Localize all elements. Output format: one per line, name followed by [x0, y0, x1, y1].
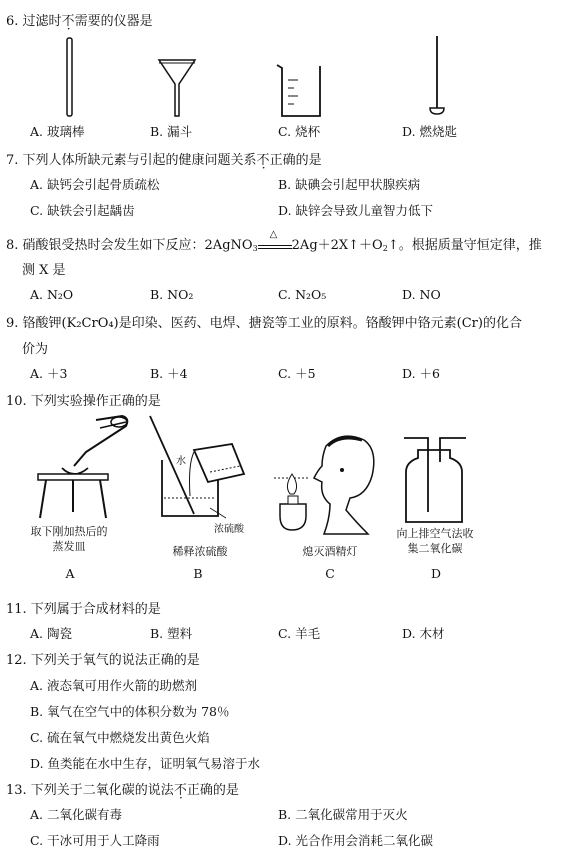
q10-option-c[interactable]: C — [325, 566, 335, 581]
q7-option-d[interactable]: D. 缺锌会导致儿童智力低下 — [278, 203, 434, 218]
evaporating-dish-tongs-illustration — [26, 412, 138, 522]
q6-option-b[interactable]: B. 漏斗 — [150, 124, 193, 139]
emphasis-dot: 不 — [173, 783, 187, 798]
q8-option-d[interactable]: D. NO — [402, 287, 441, 302]
reaction-condition: △ — [258, 238, 292, 249]
q13-option-a[interactable]: A. 二氧化碳有毒 — [30, 807, 122, 822]
beaker-illustration — [274, 62, 326, 120]
q10-caption-d: 向上排空气法收集二氧化碳 — [396, 527, 474, 555]
q11-option-d[interactable]: D. 木材 — [402, 626, 445, 641]
q6-option-c[interactable]: C. 烧杯 — [278, 124, 321, 139]
q12-stem: 12. 下列关于氧气的说法正确的是 — [6, 653, 200, 668]
q13-option-b[interactable]: B. 二氧化碳常用于灭火 — [278, 807, 408, 822]
q8-option-a[interactable]: A. N₂O — [30, 287, 74, 302]
q7-stem: 7. 下列人体所缺元素与引起的健康问题关系不正确的是 — [6, 153, 322, 168]
q10-caption-a: 取下刚加热后的蒸发皿 — [30, 525, 108, 553]
q8-option-b[interactable]: B. NO₂ — [150, 287, 194, 302]
q8-stem-line1: 8. 硝酸银受热时会发生如下反应：2AgNO$_3$ △ $2Ag+2X↑+O_2↑$。根据质量守恒定律，推 — [6, 229, 542, 253]
q11-option-a[interactable]: A. 陶瓷 — [30, 626, 72, 641]
q9-option-b[interactable]: B. ＋4 — [150, 366, 188, 381]
q9-option-a[interactable]: A. ＋3 — [30, 366, 68, 381]
combustion-spoon-illustration — [424, 34, 450, 118]
diluting-acid-illustration — [140, 410, 252, 526]
q6-option-d[interactable]: D. 燃烧匙 — [402, 124, 458, 139]
q13-stem: 13. 下列关于二氧化碳的说法不正确的是 — [6, 783, 239, 798]
glass-rod-illustration — [60, 36, 80, 118]
q7-option-c[interactable]: C. 缺铁会引起龋齿 — [30, 203, 135, 218]
q11-option-c[interactable]: C. 羊毛 — [278, 626, 321, 641]
emphasis-dot: 不 — [61, 14, 75, 29]
q9-option-d[interactable]: D. ＋6 — [402, 366, 440, 381]
q10-caption-b: 稀释浓硫酸 — [172, 545, 228, 558]
q10-stem: 10. 下列实验操作正确的是 — [6, 394, 161, 409]
q11-option-b[interactable]: B. 塑料 — [150, 626, 193, 641]
q8-option-c[interactable]: C. N₂O₅ — [278, 287, 327, 302]
q10-option-a[interactable]: A — [65, 566, 75, 581]
q12-option-a[interactable]: A. 液态氧可用作火箭的助燃剂 — [30, 678, 197, 693]
q8-stem-line2: 测 X 是 — [22, 263, 66, 278]
q12-option-d[interactable]: D. 鱼类能在水中生存，证明氧气易溶于水 — [30, 756, 261, 771]
funnel-illustration — [155, 56, 199, 120]
q10-option-d[interactable]: D — [430, 566, 442, 581]
q6-option-a[interactable]: A. 玻璃棒 — [30, 124, 85, 139]
q9-stem-line1: 9. 铬酸钾(K₂CrO₄)是印染、医药、电焊、搪瓷等工业的原料。铬酸钾中铬元素(Cr)的化合 — [6, 316, 522, 331]
q9-option-c[interactable]: C. ＋5 — [278, 366, 316, 381]
q7-option-a[interactable]: A. 缺钙会引起骨质疏松 — [30, 177, 160, 192]
q13-option-d[interactable]: D. 光合作用会消耗二氧化碳 — [278, 833, 434, 848]
acid-label: 浓硫酸 — [214, 524, 244, 535]
q12-option-c[interactable]: C. 硫在氧气中燃烧发出黄色火焰 — [30, 730, 210, 745]
water-label: 水 — [176, 456, 186, 467]
emphasis-dot: 不 — [256, 153, 270, 168]
q13-option-c[interactable]: C. 干冰可用于人工降雨 — [30, 833, 160, 848]
q6-stem: 6. 过滤时不需要的仪器是 — [6, 14, 153, 29]
q7-option-b[interactable]: B. 缺碘会引起甲状腺疾病 — [278, 177, 421, 192]
q10-caption-c: 熄灭酒精灯 — [302, 545, 358, 558]
q10-option-b[interactable]: B — [193, 566, 203, 581]
q12-option-b[interactable]: B. 氧气在空气中的体积分数为 78％ — [30, 704, 230, 719]
gas-collection-bottle-illustration — [400, 432, 470, 526]
q9-stem-line2: 价为 — [22, 342, 49, 357]
q11-stem: 11. 下列属于合成材料的是 — [6, 602, 161, 617]
extinguishing-lamp-illustration — [270, 426, 390, 540]
